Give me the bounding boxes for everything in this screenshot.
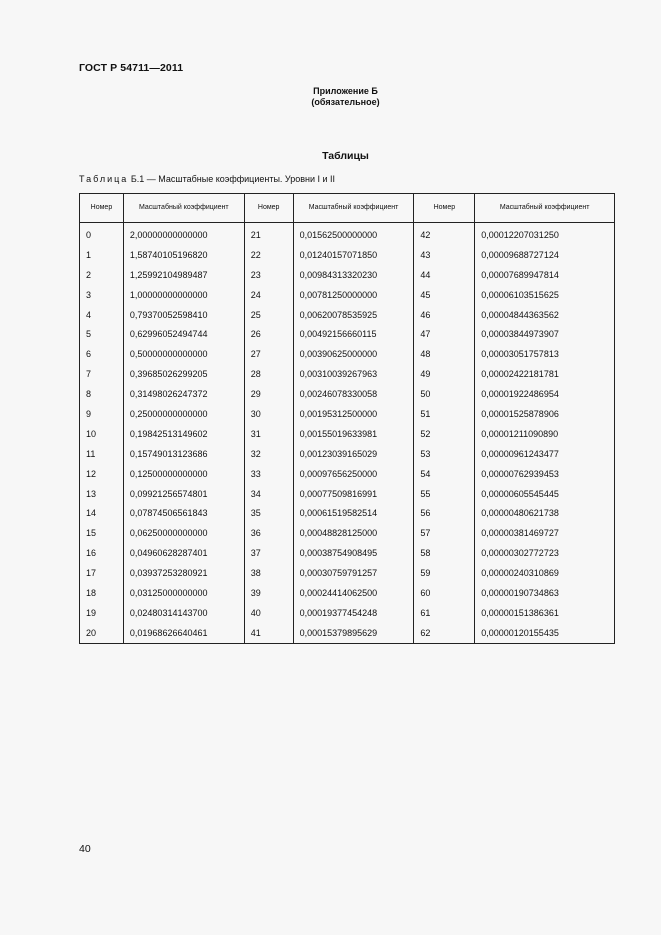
table-row: [80, 603, 615, 623]
scale-factor-cell: 0,00000302772723: [475, 543, 615, 563]
table-row: [80, 424, 615, 444]
number-cell: 36: [244, 523, 293, 543]
number-cell: 60: [414, 583, 475, 603]
number-cell: 8: [80, 384, 124, 404]
scale-factor-cell: 0,00019377454248: [293, 603, 414, 623]
number-cell: 6: [80, 344, 124, 364]
number-cell: 32: [244, 444, 293, 464]
number-cell: 40: [244, 603, 293, 623]
scale-factor-cell: 0,50000000000000: [123, 344, 244, 364]
number-cell: 24: [244, 285, 293, 305]
table-caption-number: Б.1: [130, 174, 145, 184]
table-row: [80, 563, 615, 583]
scale-factor-cell: 0,00781250000000: [293, 285, 414, 305]
number-cell: 23: [244, 265, 293, 285]
number-cell: 1: [80, 245, 124, 265]
number-cell: 13: [80, 484, 124, 504]
number-cell: 55: [414, 484, 475, 504]
number-cell: 31: [244, 424, 293, 444]
number-cell: 26: [244, 324, 293, 344]
table-caption-prefix: Таблица: [79, 174, 129, 184]
number-cell: 20: [80, 623, 124, 643]
number-cell: 53: [414, 444, 475, 464]
table-row: [80, 265, 615, 285]
scale-factor-cell: 0,00000605545445: [475, 484, 615, 504]
scale-factor-cell: 0,01562500000000: [293, 223, 414, 245]
column-header: Масштабный коэффициент: [293, 194, 414, 223]
table-row: [80, 364, 615, 384]
table-caption-text: — Масштабные коэффициенты. Уровни I и II: [146, 174, 336, 184]
number-cell: 29: [244, 384, 293, 404]
scale-factor-cell: 0,62996052494744: [123, 324, 244, 344]
scale-factor-cell: 1,25992104989487: [123, 265, 244, 285]
scale-factor-cell: 1,58740105196820: [123, 245, 244, 265]
table-body: [80, 223, 615, 644]
scale-factor-cell: 0,04960628287401: [123, 543, 244, 563]
number-cell: 28: [244, 364, 293, 384]
number-cell: 11: [80, 444, 124, 464]
table-row: [80, 223, 615, 245]
scale-factor-cell: 0,00097656250000: [293, 464, 414, 484]
scale-factor-cell: 0,00001525878906: [475, 404, 615, 424]
number-cell: 9: [80, 404, 124, 424]
table-row: [80, 285, 615, 305]
scale-factor-cell: 0,25000000000000: [123, 404, 244, 424]
scale-factor-cell: 2,00000000000000: [123, 223, 244, 245]
scale-factor-cell: 0,01968626640461: [123, 623, 244, 643]
table-row: [80, 324, 615, 344]
scale-factor-cell: 0,39685026299205: [123, 364, 244, 384]
scale-factor-cell: 0,00000190734863: [475, 583, 615, 603]
table-row: [80, 305, 615, 325]
number-cell: 14: [80, 503, 124, 523]
number-cell: 42: [414, 223, 475, 245]
number-cell: 57: [414, 523, 475, 543]
scale-factor-cell: 0,02480314143700: [123, 603, 244, 623]
appendix-status: (обязательное): [311, 97, 380, 107]
number-cell: 45: [414, 285, 475, 305]
scale-factor-cell: 0,00390625000000: [293, 344, 414, 364]
scale-factor-cell: 0,15749013123686: [123, 444, 244, 464]
number-cell: 46: [414, 305, 475, 325]
table-row: [80, 464, 615, 484]
column-header: Масштабный коэффициент: [123, 194, 244, 223]
scale-factor-cell: 0,00061519582514: [293, 503, 414, 523]
scale-factor-cell: 0,00024414062500: [293, 583, 414, 603]
document-header: ГОСТ Р 54711—2011: [79, 62, 184, 74]
column-header: Масштабный коэффициент: [475, 194, 615, 223]
number-cell: 25: [244, 305, 293, 325]
number-cell: 49: [414, 364, 475, 384]
scale-factor-cell: 0,00620078535925: [293, 305, 414, 325]
table-row: [80, 503, 615, 523]
scale-factor-cell: 0,00009688727124: [475, 245, 615, 265]
scale-factor-cell: 0,00030759791257: [293, 563, 414, 583]
scale-factor-cell: 0,00012207031250: [475, 223, 615, 245]
scale-factor-cell: 0,00155019633981: [293, 424, 414, 444]
number-cell: 52: [414, 424, 475, 444]
number-cell: 19: [80, 603, 124, 623]
scale-factor-cell: 0,00038754908495: [293, 543, 414, 563]
scale-factor-cell: 0,00000961243477: [475, 444, 615, 464]
scale-factor-cell: 0,79370052598410: [123, 305, 244, 325]
number-cell: 59: [414, 563, 475, 583]
number-cell: 16: [80, 543, 124, 563]
table-row: [80, 404, 615, 424]
scale-factor-cell: 0,00007689947814: [475, 265, 615, 285]
number-cell: 41: [244, 623, 293, 643]
scale-factor-cell: 0,00000120155435: [475, 623, 615, 643]
table-header-row: [80, 194, 615, 223]
scale-factor-cell: 0,03937253280921: [123, 563, 244, 583]
scale-factor-cell: 0,00001922486954: [475, 384, 615, 404]
number-cell: 7: [80, 364, 124, 384]
table-row: [80, 523, 615, 543]
table-row: [80, 583, 615, 603]
scale-factor-cell: 0,00000381469727: [475, 523, 615, 543]
number-cell: 48: [414, 344, 475, 364]
scale-factor-cell: 0,00195312500000: [293, 404, 414, 424]
scale-factor-cell: 0,00048828125000: [293, 523, 414, 543]
scale-factor-cell: 0,00984313320230: [293, 265, 414, 285]
scale-factor-cell: 0,00000151386361: [475, 603, 615, 623]
scale-factor-cell: 1,00000000000000: [123, 285, 244, 305]
column-header: Номер: [80, 194, 124, 223]
number-cell: 27: [244, 344, 293, 364]
appendix-heading: [0, 86, 661, 108]
number-cell: 51: [414, 404, 475, 424]
scale-factor-cell: 0,00000240310869: [475, 563, 615, 583]
scale-factor-cell: 0,00004844363562: [475, 305, 615, 325]
number-cell: 10: [80, 424, 124, 444]
scale-factor-cell: 0,01240157071850: [293, 245, 414, 265]
table-row: [80, 623, 615, 643]
number-cell: 34: [244, 484, 293, 504]
scale-factor-cell: 0,00077509816991: [293, 484, 414, 504]
number-cell: 15: [80, 523, 124, 543]
number-cell: 54: [414, 464, 475, 484]
number-cell: 44: [414, 265, 475, 285]
number-cell: 62: [414, 623, 475, 643]
scale-factor-cell: 0,00006103515625: [475, 285, 615, 305]
table-caption: [79, 174, 335, 184]
page-number: 40: [79, 843, 91, 855]
number-cell: 50: [414, 384, 475, 404]
scale-factor-cell: 0,19842513149602: [123, 424, 244, 444]
number-cell: 5: [80, 324, 124, 344]
number-cell: 17: [80, 563, 124, 583]
scale-factor-cell: 0,06250000000000: [123, 523, 244, 543]
scale-factor-cell: 0,00003051757813: [475, 344, 615, 364]
column-header: Номер: [244, 194, 293, 223]
scale-factor-cell: 0,00123039165029: [293, 444, 414, 464]
number-cell: 18: [80, 583, 124, 603]
number-cell: 3: [80, 285, 124, 305]
column-header: Номер: [414, 194, 475, 223]
number-cell: 21: [244, 223, 293, 245]
number-cell: 56: [414, 503, 475, 523]
scale-factor-cell: 0,00000480621738: [475, 503, 615, 523]
number-cell: 33: [244, 464, 293, 484]
scale-factor-cell: 0,31498026247372: [123, 384, 244, 404]
number-cell: 39: [244, 583, 293, 603]
number-cell: 12: [80, 464, 124, 484]
table-row: [80, 384, 615, 404]
appendix-title: Приложение Б: [313, 86, 378, 96]
scale-factor-cell: 0,00003844973907: [475, 324, 615, 344]
number-cell: 30: [244, 404, 293, 424]
section-title: Таблицы: [322, 150, 369, 162]
number-cell: 37: [244, 543, 293, 563]
scale-factor-cell: 0,03125000000000: [123, 583, 244, 603]
number-cell: 2: [80, 265, 124, 285]
scale-factor-cell: 0,09921256574801: [123, 484, 244, 504]
table-row: [80, 543, 615, 563]
number-cell: 43: [414, 245, 475, 265]
table-row: [80, 245, 615, 265]
number-cell: 61: [414, 603, 475, 623]
scale-factor-cell: 0,00015379895629: [293, 623, 414, 643]
number-cell: 38: [244, 563, 293, 583]
scale-factor-cell: 0,00492156660115: [293, 324, 414, 344]
number-cell: 22: [244, 245, 293, 265]
scale-factor-cell: 0,00310039267963: [293, 364, 414, 384]
scale-factor-cell: 0,00000762939453: [475, 464, 615, 484]
number-cell: 0: [80, 223, 124, 245]
number-cell: 35: [244, 503, 293, 523]
number-cell: 58: [414, 543, 475, 563]
number-cell: 47: [414, 324, 475, 344]
table-row: [80, 484, 615, 504]
scale-factor-cell: 0,07874506561843: [123, 503, 244, 523]
table-row: [80, 444, 615, 464]
table-row: [80, 344, 615, 364]
number-cell: 4: [80, 305, 124, 325]
scale-factors-table: [79, 193, 615, 644]
scale-factor-cell: 0,00001211090890: [475, 424, 615, 444]
scale-factor-cell: 0,00002422181781: [475, 364, 615, 384]
scale-factor-cell: 0,00246078330058: [293, 384, 414, 404]
scale-factor-cell: 0,12500000000000: [123, 464, 244, 484]
